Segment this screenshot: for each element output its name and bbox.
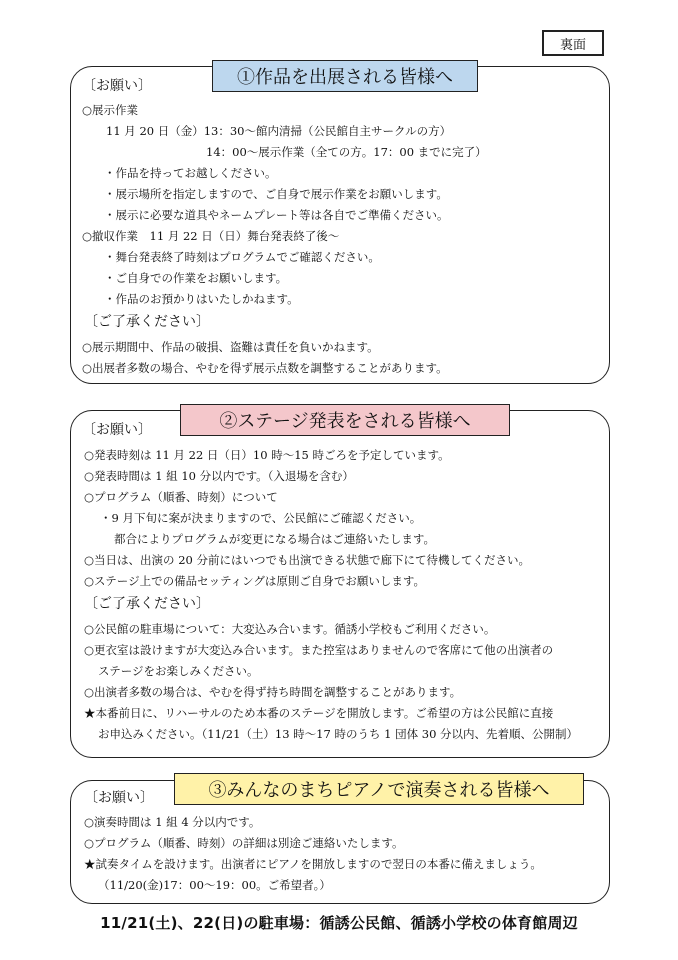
stage-request-heading: 〔お願い〕	[82, 422, 152, 438]
stage-notice-heading: 〔ご了承ください〕	[84, 596, 210, 612]
parking-footer: 11/21(土)、22(日)の駐車場：循誘公民館、循誘小学校の体育館周辺	[100, 914, 578, 932]
stage-panel-title: ②ステージ発表をされる皆様へ	[180, 404, 510, 436]
exhibit-line: ・作品のお預かりはいたしかねます。	[104, 292, 299, 306]
exhibit-line: ・作品を持ってお越しください。	[104, 166, 277, 180]
piano-line: （11/20(金)17：00～19：00。ご希望者。）	[98, 878, 331, 892]
stage-line: ○ステージ上での備品セッティングは原則ご自身でお願いします。	[84, 574, 426, 588]
stage-notice-line: ○更衣室は設けますが大変込み合います。また控室はありませんので客席にて他の出演者の	[84, 643, 554, 657]
stage-line: 都合によりプログラムが変更になる場合はご連絡いたします。	[114, 532, 435, 546]
exhibit-panel	[70, 66, 610, 384]
exhibit-line: ・舞台発表終了時刻はプログラムでご確認ください。	[104, 250, 380, 264]
piano-line: ○プログラム（順番、時刻）の詳細は別途ご連絡いたします。	[84, 836, 404, 850]
stage-line: ○発表時間は 1 組 10 分以内です。（入退場を含む）	[84, 469, 354, 483]
stage-notice-line: ○公民館の駐車場について：大変込み合います。循誘小学校もご利用ください。	[84, 622, 496, 636]
exhibit-notice-line: ○展示期間中、作品の破損、盗難は責任を負いかねます。	[82, 340, 379, 354]
stage-line: ○プログラム（順番、時刻）について	[84, 490, 278, 504]
exhibit-line: ・展示場所を指定しますので、ご自身で展示作業をお願いします。	[104, 187, 448, 201]
stage-notice-line: ★本番前日に、リハーサルのため本番のステージを開放します。ご希望の方は公民館に直接	[84, 706, 554, 720]
exhibit-notice-heading: 〔ご了承ください〕	[84, 314, 210, 330]
back-side-label: 裏面	[542, 30, 604, 56]
stage-notice-line: お申込みください。（11/21（土）13 時～17 時のうち 1 団体 30 分以内、先着順、公開制）	[98, 727, 579, 741]
piano-panel-title: ③みんなのまちピアノで演奏される皆様へ	[174, 773, 584, 805]
exhibit-notice-line: ○出展者多数の場合、やむを得ず展示点数を調整することがあります。	[82, 361, 448, 375]
exhibit-line: ・ご自身での作業をお願いします。	[104, 271, 288, 285]
piano-line: ★試奏タイムを設けます。出演者にピアノを開放しますので翌日の本番に備えましょう。	[84, 857, 542, 871]
stage-notice-line: ○出演者多数の場合は、やむを得ず持ち時間を調整することがあります。	[84, 685, 462, 699]
piano-line: ○演奏時間は 1 組 4 分以内です。	[84, 815, 261, 829]
exhibit-line: ・展示に必要な道具やネームプレート等は各自でご準備ください。	[104, 208, 449, 222]
exhibit-line: 14：00～展示作業（全ての方。17：00 までに完了）	[206, 145, 487, 159]
stage-line: ・9 月下旬に案が決まりますので、公民館にご確認ください。	[100, 511, 422, 525]
stage-line: ○発表時刻は 11 月 22 日（日）10 時～15 時ごろを予定しています。	[84, 448, 450, 462]
exhibit-line: 11 月 20 日（金）13：30～館内清掃（公民館自主サークルの方）	[106, 124, 452, 138]
exhibit-panel-title: ①作品を出展される皆様へ	[212, 60, 478, 92]
stage-notice-line: ステージをお楽しみください。	[98, 664, 259, 678]
piano-request-heading: 〔お願い〕	[84, 790, 154, 806]
exhibit-line: ○撤収作業 11 月 22 日（日）舞台発表終了後～	[82, 229, 340, 243]
stage-line: ○当日は、出演の 20 分前にはいつでも出演できる状態で廊下にて待機してください。	[84, 553, 530, 567]
exhibit-request-heading: 〔お願い〕	[82, 78, 152, 94]
exhibit-line: ○展示作業	[82, 103, 139, 117]
